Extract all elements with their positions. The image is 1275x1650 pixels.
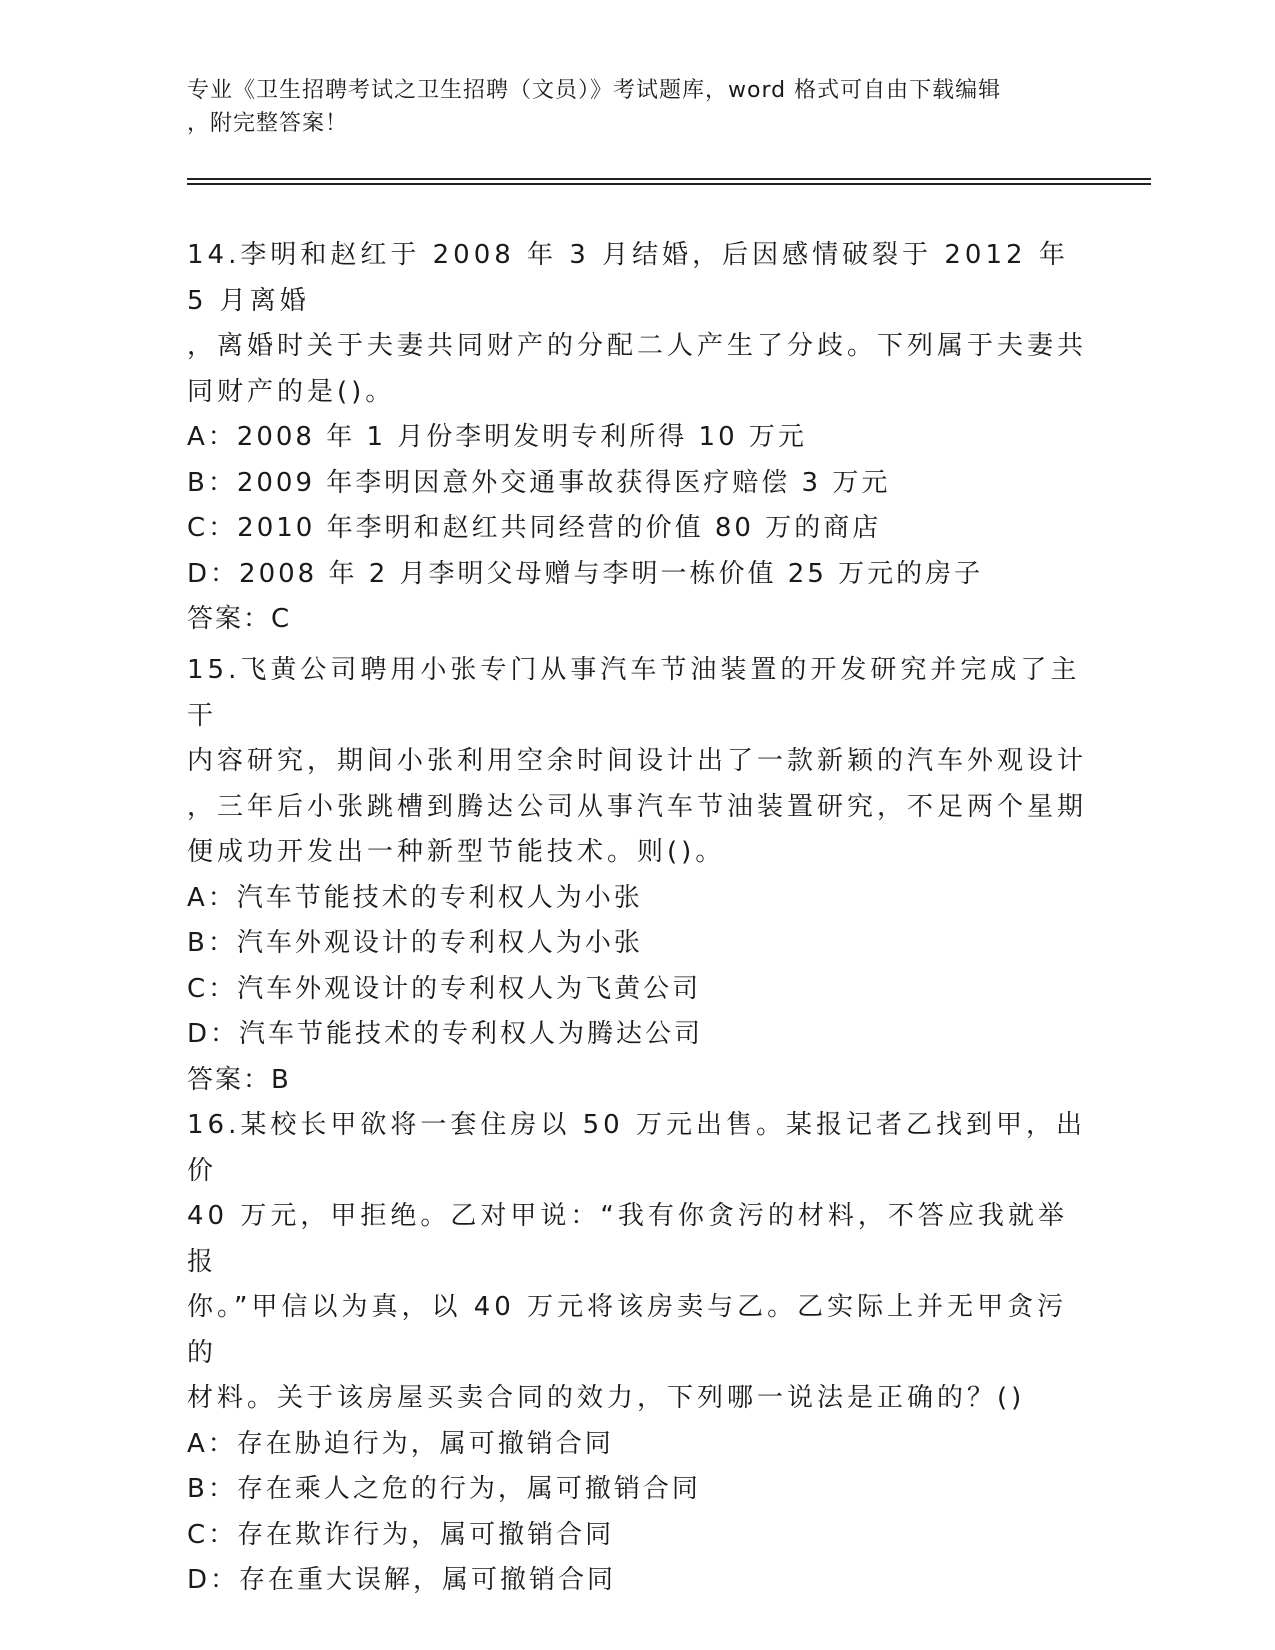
- question-15: [187, 648, 1087, 1103]
- question-14: [187, 233, 1087, 643]
- option-b: B：汽车外观设计的专利权人为小张: [187, 928, 643, 958]
- option-d: D：汽车节能技术的专利权人为腾达公司: [187, 1019, 704, 1049]
- option-c: C：2010 年李明和赵红共同经营的价值 80 万的商店: [187, 513, 882, 543]
- question-text: 16.某校长甲欲将一套住房以 50 万元出售。某报记者乙找到甲，出价 40 万元，甲拒绝。乙对甲说：“我有你贪污的材料，不答应我就举报 你。”甲信以为真，以 40 万元将该房卖与乙。乙实际上并无甲贪污的 材料。关于该房屋买卖合同的效力，下列哪一说法是正确的？(): [187, 1110, 1086, 1413]
- option-d: D：存在重大误解，属可撤销合同: [187, 1565, 617, 1595]
- option-c: C：汽车外观设计的专利权人为飞黄公司: [187, 973, 702, 1004]
- document-header: 专业《卫生招聘考试之卫生招聘（文员）》考试题库，word 格式可自由下载编辑 ，附完整答案！: [187, 78, 1002, 136]
- header-divider-bottom: [187, 183, 1151, 185]
- option-d: D：2008 年 2 月李明父母赠与李明一栋价值 25 万元的房子: [187, 558, 984, 589]
- question-text: 14.李明和赵红于 2008 年 3 月结婚，后因感情破裂于 2012 年 5 月离婚 ，离婚时关于夫妻共同财产的分配二人产生了分歧。下列属于夫妻共 同财产的是()。: [187, 240, 1088, 407]
- answer-line: 答案：C: [187, 604, 292, 634]
- option-a: A：2008 年 1 月份李明发明专利所得 10 万元: [187, 422, 807, 452]
- option-a: A：存在胁迫行为，属可撤销合同: [187, 1428, 614, 1459]
- question-text: 15.飞黄公司聘用小张专门从事汽车节油装置的开发研究并完成了主干 内容研究，期间小张利用空余时间设计出了一款新颖的汽车外观设计 ，三年后小张跳槽到腾达公司从事汽车节油装置研究，不足两个星期 便成功开发出一种新型节能技术。则()。: [187, 655, 1088, 867]
- question-16: [187, 1103, 1087, 1604]
- option-b: B：存在乘人之危的行为，属可撤销合同: [187, 1474, 701, 1504]
- option-a: A：汽车节能技术的专利权人为小张: [187, 882, 643, 913]
- option-c: C：存在欺诈行为，属可撤销合同: [187, 1519, 615, 1550]
- header-divider-top: [187, 178, 1151, 180]
- option-b: B：2009 年李明因意外交通事故获得医疗赔偿 3 万元: [187, 467, 891, 498]
- answer-line: 答案：B: [187, 1064, 291, 1095]
